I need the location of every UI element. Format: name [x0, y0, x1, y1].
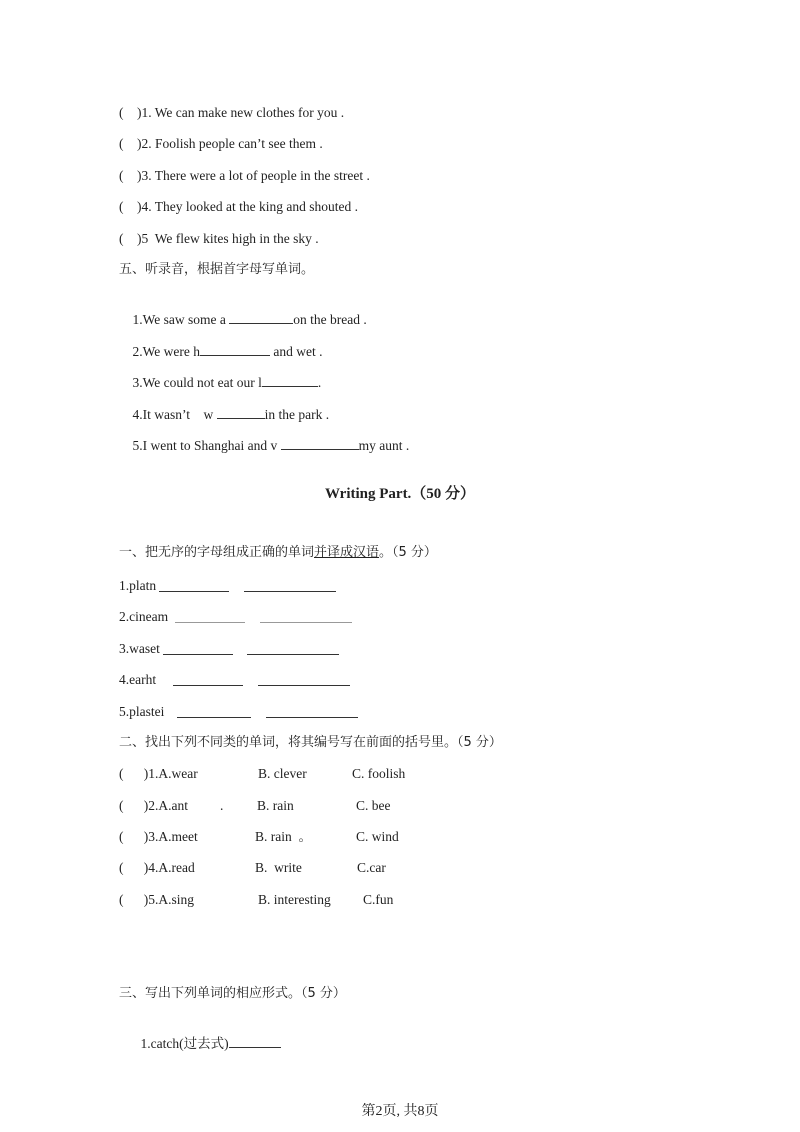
- translation-blank[interactable]: [266, 704, 358, 718]
- fill-item-2: 2.We were h and wet .: [132, 344, 323, 359]
- answer-blank[interactable]: [229, 310, 293, 324]
- section-two-heading: 二、找出下列不同类的单词，将其编号写在前面的括号里。（5 分）: [119, 735, 502, 750]
- translation-blank[interactable]: [247, 641, 339, 655]
- answer-blank[interactable]: [217, 405, 265, 419]
- section-five-heading: 五、听录音，根据首字母写单词。: [119, 262, 315, 277]
- word-blank[interactable]: [177, 704, 251, 718]
- fill-item-3: 3.We could not eat our l .: [132, 375, 322, 390]
- underlined-instruction: 并译成汉语: [314, 545, 380, 560]
- translation-blank[interactable]: [258, 672, 350, 686]
- fill-item-5: 5.I went to Shanghai and v my aunt .: [132, 438, 410, 453]
- listening-item-1: ( )1. We can make new clothes for you .: [119, 105, 345, 120]
- writing-part-title: Writing Part.（50 分）: [324, 486, 476, 502]
- word-form-item-1: 1.catch(过去式): [127, 1016, 281, 1071]
- answer-blank[interactable]: [229, 1034, 281, 1048]
- section-three-heading: 三、写出下列单词的相应形式。（5 分）: [119, 986, 346, 1001]
- answer-blank[interactable]: [281, 436, 359, 450]
- page-number-footer: 第2页, 共8页: [361, 1104, 439, 1119]
- section-one-heading: 一、把无序的字母组成正确的单词并译成汉语。（5 分）: [119, 545, 437, 560]
- answer-blank[interactable]: [262, 373, 318, 387]
- fill-item-4: 4.It wasn’t w in the park .: [132, 407, 330, 422]
- word-blank[interactable]: [175, 609, 245, 623]
- exam-page: ( )1. We can make new clothes for you . ( )2. Foolish people can’t see them . ( )3. There were a lot of people in the street . ( )4. They looked at the king and shouted . ( )5 We flew kites high in the sky . 五、听录音，根据首字母写单词。 1.We saw some a on the bread . 2.We were h and wet . 3.We could not eat our l . 4.It wasn’t w in the park . 5.I went to Shanghai and v my aunt . Writing Part.（50 分） 一、把无序的字母组成正确的单词并译成汉语。（5 分） 1.platn 2.cineam 3.waset 4.earht 5.plastei 二、找出下列不同类的单词，将其编号写在前面的括号里。（5 分） ( )1.A.wear B. clever C. foolish ( )2.A.ant . B. rain C. bee ( )3.A.meet B. rain 。 C. wind ( )4.A.read B. write C.car ( )5.A.sing B. interesting C.fun 三、写出下列单词的相应形式。（5 分） 1.catch(过去式) 第2页, 共8页: [0, 0, 800, 1132]
- word-blank[interactable]: [173, 672, 243, 686]
- translation-blank[interactable]: [260, 609, 352, 623]
- fill-item-1: 1.We saw some a on the bread .: [132, 312, 367, 327]
- listening-item-3: ( )3. There were a lot of people in the street .: [119, 168, 370, 183]
- translation-blank[interactable]: [244, 578, 336, 592]
- answer-blank[interactable]: [200, 342, 270, 356]
- word-blank[interactable]: [163, 641, 233, 655]
- listening-item-4: ( )4. They looked at the king and shouted .: [119, 199, 358, 214]
- listening-item-5: ( )5 We flew kites high in the sky .: [119, 231, 319, 246]
- word-blank[interactable]: [159, 578, 229, 592]
- listening-item-2: ( )2. Foolish people can’t see them .: [119, 136, 323, 151]
